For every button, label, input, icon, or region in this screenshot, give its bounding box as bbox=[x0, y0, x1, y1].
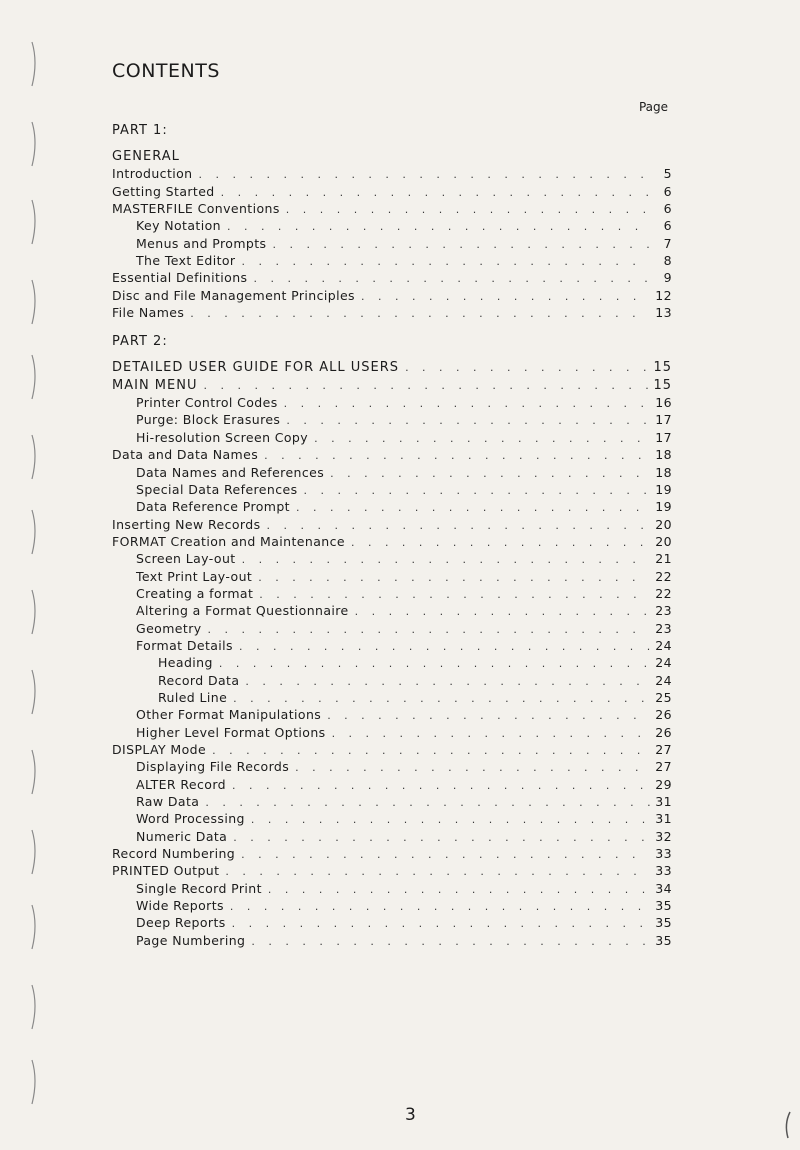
toc-entry-page: 22 bbox=[655, 568, 672, 584]
toc-entry[interactable] bbox=[112, 235, 672, 252]
toc-entry-page: 25 bbox=[655, 689, 672, 705]
toc-entry[interactable] bbox=[112, 880, 672, 897]
leader-dots bbox=[267, 517, 651, 534]
toc-entry[interactable] bbox=[112, 304, 672, 321]
toc-entry-page: 31 bbox=[655, 811, 672, 827]
toc-entry[interactable] bbox=[112, 706, 672, 723]
toc-entry-label: Single Record Print bbox=[136, 880, 262, 896]
toc-entry-page: 5 bbox=[663, 166, 672, 182]
leader-dots bbox=[253, 270, 650, 287]
toc-entry-label: Record Numbering bbox=[112, 846, 236, 862]
toc-entry-label: Format Details bbox=[136, 637, 233, 653]
leader-dots bbox=[212, 742, 650, 759]
toc-entry-page: 6 bbox=[663, 183, 672, 199]
toc-entry[interactable] bbox=[112, 689, 672, 706]
toc-entry[interactable] bbox=[112, 776, 672, 793]
toc-entry-label: MAIN MENU bbox=[112, 377, 198, 393]
toc-entry[interactable] bbox=[112, 359, 672, 376]
toc-entry-label: Record Data bbox=[158, 672, 240, 688]
toc-entry[interactable] bbox=[112, 793, 672, 810]
toc-entry-page: 19 bbox=[655, 481, 672, 497]
toc-entry-page: 24 bbox=[655, 672, 672, 688]
toc-entry-page: 6 bbox=[663, 201, 672, 217]
toc-entry[interactable] bbox=[112, 481, 672, 498]
toc-entry-label: Purge: Block Erasures bbox=[136, 412, 281, 428]
page-column-label: Page bbox=[638, 100, 668, 114]
toc-entry[interactable] bbox=[112, 217, 672, 234]
toc-entry[interactable] bbox=[112, 183, 672, 200]
toc-entry[interactable] bbox=[112, 533, 672, 550]
toc-entry-page: 20 bbox=[655, 516, 672, 532]
toc-entry[interactable] bbox=[112, 932, 672, 949]
toc-entry-label: Altering a Format Questionnaire bbox=[136, 603, 349, 619]
toc-entry[interactable] bbox=[112, 394, 672, 411]
toc-entry-page: 34 bbox=[655, 880, 672, 896]
leader-dots bbox=[330, 465, 650, 482]
toc-entry-label: Wide Reports bbox=[136, 898, 224, 914]
toc-entry-page: 17 bbox=[655, 429, 672, 445]
toc-entry[interactable] bbox=[112, 550, 672, 567]
spiral-binding-marks bbox=[14, 30, 44, 1120]
toc-entry[interactable] bbox=[112, 165, 672, 182]
toc-entry[interactable] bbox=[112, 252, 672, 269]
toc-entry-label: Deep Reports bbox=[136, 915, 226, 931]
toc-entry[interactable] bbox=[112, 377, 672, 394]
toc-entry-label: Word Processing bbox=[136, 811, 245, 827]
toc-entry[interactable] bbox=[112, 516, 672, 533]
toc-entry-page: 31 bbox=[655, 794, 672, 810]
toc-entry-label: Inserting New Records bbox=[112, 516, 261, 532]
toc-entry-label: Page Numbering bbox=[136, 932, 246, 948]
toc-entry-label: Key Notation bbox=[136, 218, 221, 234]
toc-entry[interactable] bbox=[112, 637, 672, 654]
leader-dots bbox=[355, 603, 650, 620]
toc-entry[interactable] bbox=[112, 464, 672, 481]
toc-entry-page: 12 bbox=[655, 287, 672, 303]
toc-entry-page: 19 bbox=[655, 499, 672, 515]
leader-dots bbox=[219, 655, 650, 672]
toc-entry[interactable] bbox=[112, 862, 672, 879]
toc-entry-label: Data Names and References bbox=[136, 464, 325, 480]
toc-entry[interactable] bbox=[112, 741, 672, 758]
leader-dots bbox=[227, 218, 650, 235]
toc-entry-page: 23 bbox=[655, 620, 672, 636]
toc-entry-page: 27 bbox=[655, 742, 672, 757]
toc-entry-page: 18 bbox=[655, 447, 672, 463]
leader-dots bbox=[241, 846, 650, 863]
toc-entry-label: Menus and Prompts bbox=[136, 235, 267, 251]
toc-entry-page: 26 bbox=[655, 707, 672, 723]
toc-entry[interactable] bbox=[112, 845, 672, 862]
toc-entry-page: 16 bbox=[655, 395, 672, 411]
toc-entry-page: 33 bbox=[655, 863, 672, 879]
toc-entry-page: 9 bbox=[663, 270, 672, 286]
toc-entry[interactable] bbox=[112, 828, 672, 845]
toc-entry[interactable] bbox=[112, 672, 672, 689]
toc-entry[interactable] bbox=[112, 200, 672, 217]
toc-entry-label: Ruled Line bbox=[158, 689, 228, 705]
toc-entry-page: 15 bbox=[653, 377, 672, 393]
leader-dots bbox=[314, 430, 650, 447]
toc-entry[interactable] bbox=[112, 914, 672, 931]
toc-entry-page: 35 bbox=[655, 898, 672, 914]
leader-dots bbox=[245, 673, 650, 690]
leader-dots bbox=[242, 551, 650, 568]
leader-dots bbox=[241, 253, 650, 270]
toc-entry[interactable] bbox=[112, 620, 672, 637]
toc-entry[interactable] bbox=[112, 269, 672, 286]
toc-entry-label: Introduction bbox=[112, 166, 193, 182]
leader-dots bbox=[233, 829, 650, 846]
toc-entry-page: 33 bbox=[655, 846, 672, 862]
toc-entry-label: DISPLAY Mode bbox=[112, 742, 207, 757]
toc-entry-label: Creating a format bbox=[136, 585, 254, 601]
toc-entry-page: 35 bbox=[655, 932, 672, 948]
toc-entry-page: 24 bbox=[655, 655, 672, 671]
toc-entry-label: The Text Editor bbox=[136, 253, 236, 269]
toc-entry-page: 13 bbox=[655, 305, 672, 321]
toc-entry-label: Higher Level Format Options bbox=[136, 724, 326, 740]
toc-entry[interactable] bbox=[112, 446, 672, 463]
toc-entry-page: 18 bbox=[655, 464, 672, 480]
toc-entry-label: Getting Started bbox=[112, 183, 215, 199]
toc-entry-page: 32 bbox=[655, 828, 672, 844]
leader-dots bbox=[405, 359, 649, 376]
leader-dots bbox=[351, 534, 650, 551]
toc-entry-page: 22 bbox=[655, 585, 672, 601]
leader-dots bbox=[295, 759, 650, 776]
toc-entry-label: Hi-resolution Screen Copy bbox=[136, 429, 309, 445]
toc-entry-label: PRINTED Output bbox=[112, 863, 220, 879]
toc-entry[interactable] bbox=[112, 568, 672, 585]
toc-entry-label: Raw Data bbox=[136, 794, 200, 810]
toc-entry-label: Other Format Manipulations bbox=[136, 707, 322, 723]
part-label: PART 1: bbox=[112, 123, 168, 138]
leader-dots bbox=[239, 638, 650, 655]
table-of-contents bbox=[112, 118, 672, 949]
toc-entry[interactable] bbox=[112, 498, 672, 515]
leader-dots bbox=[205, 794, 650, 811]
toc-entry-page: 27 bbox=[655, 759, 672, 775]
toc-entry[interactable] bbox=[112, 585, 672, 602]
page-number: 3 bbox=[405, 1105, 416, 1125]
leader-dots bbox=[251, 933, 650, 950]
toc-entry[interactable] bbox=[112, 758, 672, 775]
leader-dots bbox=[286, 201, 650, 218]
leader-dots bbox=[225, 863, 650, 880]
toc-entry-page: 17 bbox=[655, 412, 672, 428]
leader-dots bbox=[361, 288, 650, 305]
toc-entry-label: Special Data References bbox=[136, 481, 298, 497]
toc-entry[interactable] bbox=[112, 724, 672, 741]
toc-heading bbox=[112, 148, 672, 165]
leader-dots bbox=[327, 707, 650, 724]
leader-dots bbox=[221, 184, 650, 201]
leader-dots bbox=[199, 166, 651, 183]
part-label: PART 2: bbox=[112, 334, 168, 350]
toc-entry-page: 20 bbox=[655, 533, 672, 549]
toc-entry-label: Data and Data Names bbox=[112, 447, 259, 463]
leader-dots bbox=[272, 236, 650, 253]
toc-entry-label: FORMAT Creation and Maintenance bbox=[112, 533, 345, 549]
leader-dots bbox=[259, 586, 650, 603]
toc-entry[interactable] bbox=[112, 654, 672, 671]
page-title: CONTENTS bbox=[112, 60, 220, 82]
toc-entry-label: DETAILED USER GUIDE FOR ALL USERS bbox=[112, 360, 400, 376]
toc-entry-label: MASTERFILE Conventions bbox=[112, 201, 280, 217]
page-corner-mark bbox=[780, 1110, 794, 1140]
leader-dots bbox=[268, 881, 650, 898]
leader-dots bbox=[258, 569, 650, 586]
toc-entry[interactable] bbox=[112, 602, 672, 619]
toc-entry[interactable] bbox=[112, 429, 672, 446]
toc-entry[interactable] bbox=[112, 897, 672, 914]
toc-entry-label: Screen Lay-out bbox=[136, 551, 236, 567]
toc-entry-label: Essential Definitions bbox=[112, 270, 248, 286]
toc-entry-page: 35 bbox=[655, 915, 672, 931]
toc-entry-label: File Names bbox=[112, 305, 185, 321]
leader-dots bbox=[264, 447, 650, 464]
toc-entry-page: 23 bbox=[655, 603, 672, 619]
leader-dots bbox=[304, 482, 651, 499]
leader-dots bbox=[208, 621, 650, 638]
toc-entry-page: 24 bbox=[655, 637, 672, 653]
leader-dots bbox=[332, 725, 650, 742]
toc-entry-label: Printer Control Codes bbox=[136, 395, 278, 411]
leader-dots bbox=[296, 499, 650, 516]
toc-entry-label: Disc and File Management Principles bbox=[112, 287, 355, 303]
toc-entry-page: 21 bbox=[655, 551, 672, 567]
toc-entry-label: Text Print Lay-out bbox=[136, 568, 253, 584]
toc-entry-label: Heading bbox=[158, 655, 213, 671]
toc-entry[interactable] bbox=[112, 287, 672, 304]
toc-entry-page: 6 bbox=[663, 218, 672, 234]
leader-dots bbox=[284, 395, 650, 412]
toc-entry-page: 7 bbox=[663, 235, 672, 251]
leader-dots bbox=[230, 898, 650, 915]
toc-entry-label: Geometry bbox=[136, 620, 202, 636]
leader-dots bbox=[203, 377, 649, 394]
toc-entry-label: Displaying File Records bbox=[136, 759, 290, 775]
leader-dots bbox=[251, 811, 650, 828]
toc-entry[interactable] bbox=[112, 411, 672, 428]
toc-entry-label: Numeric Data bbox=[136, 828, 228, 844]
leader-dots bbox=[286, 412, 650, 429]
leader-dots bbox=[232, 915, 650, 932]
toc-entry-page: 15 bbox=[653, 360, 672, 376]
toc-entry-label: GENERAL bbox=[112, 149, 180, 164]
leader-dots bbox=[233, 690, 650, 707]
toc-entry-label: ALTER Record bbox=[136, 776, 226, 792]
leader-dots bbox=[232, 777, 650, 794]
toc-entry-page: 8 bbox=[663, 253, 672, 269]
toc-entry-page: 29 bbox=[655, 776, 672, 792]
toc-entry-page: 26 bbox=[655, 724, 672, 740]
toc-entry-label: Data Reference Prompt bbox=[136, 499, 290, 515]
leader-dots bbox=[190, 305, 650, 322]
toc-entry[interactable] bbox=[112, 810, 672, 827]
